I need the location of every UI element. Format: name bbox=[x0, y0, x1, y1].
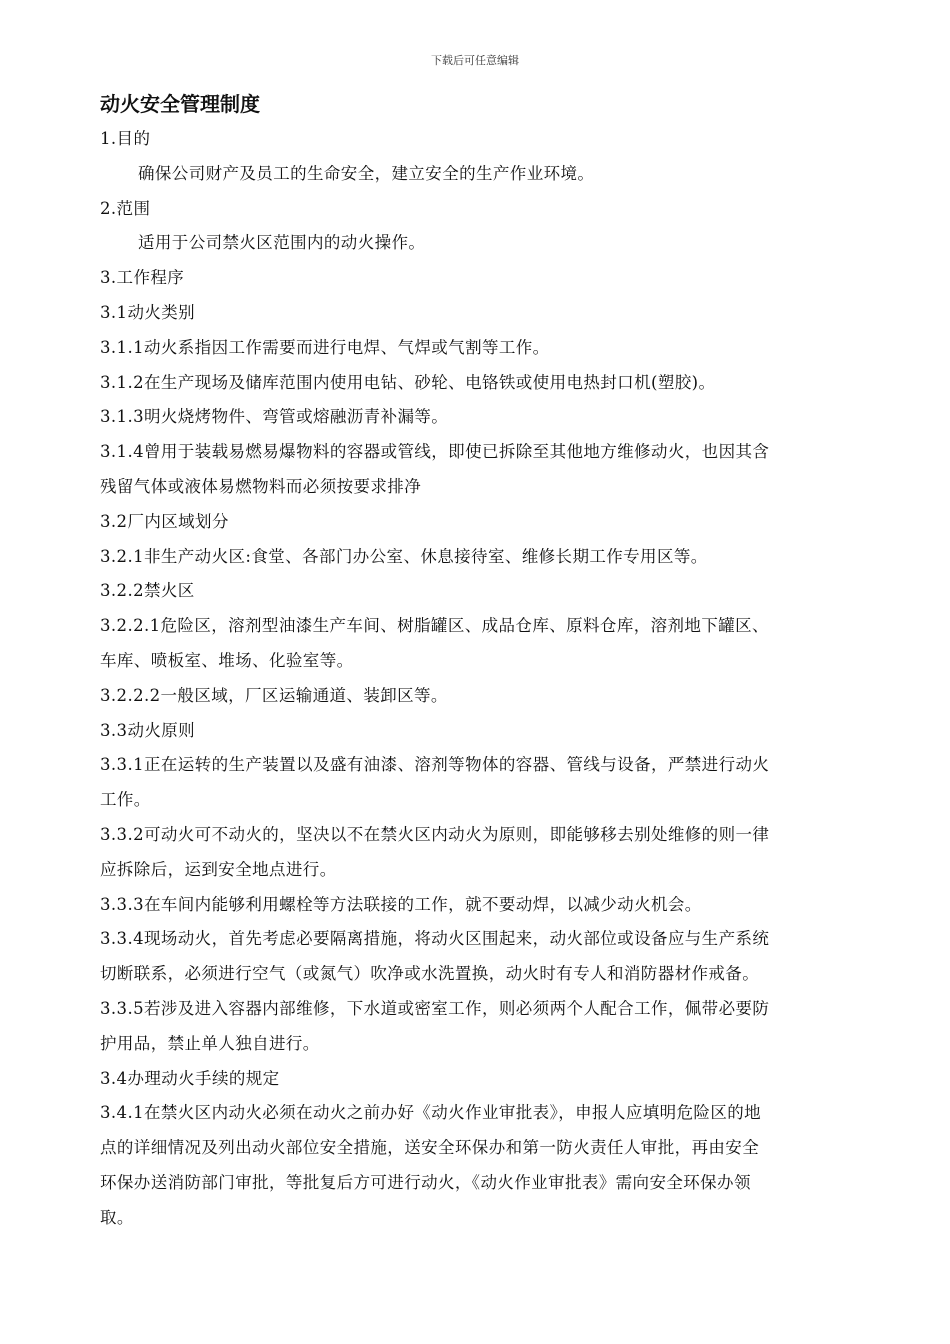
subsection-heading: 3.3动火原则 bbox=[100, 720, 196, 740]
subsection-heading: 3.2.2禁火区 bbox=[100, 581, 195, 601]
subsection-heading: 3.2厂内区域划分 bbox=[100, 511, 229, 531]
paragraph-line: 护用品，禁止单人独自进行。 bbox=[100, 1033, 320, 1053]
paragraph-line: 3.1.4曾用于装载易燃易爆物料的容器或管线，即使已拆除至其他地方维修动火，也因其含 bbox=[100, 442, 770, 462]
paragraph-line: 残留气体或液体易燃物料而必须按要求排净 bbox=[100, 476, 422, 496]
paragraph-line: 3.2.1非生产动火区:食堂、各部门办公室、休息接待室、维修长期工作专用区等。 bbox=[100, 546, 708, 566]
paragraph-line: 3.1.3明火烧烤物件、弯管或熔融沥青补漏等。 bbox=[100, 407, 449, 427]
paragraph-line: 3.2.2.1危险区，溶剂型油漆生产车间、树脂罐区、成品仓库、原料仓库，溶剂地下罐区、 bbox=[100, 616, 769, 636]
paragraph-line: 3.3.3在车间内能够利用螺栓等方法联接的工作，就不要动焊，以减少动火机会。 bbox=[100, 894, 702, 914]
section-heading: 2.范围 bbox=[100, 198, 151, 218]
paragraph-line: 环保办送消防部门审批，等批复后方可进行动火，《动火作业审批表》需向安全环保办领 bbox=[100, 1172, 751, 1192]
paragraph-line: 适用于公司禁火区范围内的动火操作。 bbox=[138, 233, 426, 253]
paragraph-line: 确保公司财产及员工的生命安全，建立安全的生产作业环境。 bbox=[138, 163, 595, 183]
paragraph-line: 车库、喷板室、堆场、化验室等。 bbox=[100, 650, 354, 670]
paragraph-line: 3.3.1正在运转的生产装置以及盛有油漆、溶剂等物体的容器、管线与设备，严禁进行动火 bbox=[100, 755, 770, 775]
section-heading: 3.工作程序 bbox=[100, 268, 185, 288]
subsection-heading: 3.4办理动火手续的规定 bbox=[100, 1068, 280, 1088]
paragraph-line: 3.3.5若涉及进入容器内部维修，下水道或密室工作，则必须两个人配合工作，佩带必要防 bbox=[100, 998, 770, 1018]
paragraph-line: 3.3.4现场动火，首先考虑必要隔离措施，将动火区围起来，动火部位或设备应与生产系统 bbox=[100, 929, 770, 949]
paragraph-line: 点的详细情况及列出动火部位安全措施，送安全环保办和第一防火责任人审批，再由安全 bbox=[100, 1138, 760, 1158]
document-body bbox=[100, 86, 862, 1236]
subsection-heading: 3.1动火类别 bbox=[100, 302, 196, 322]
page-header-note: 下载后可任意编辑 bbox=[431, 54, 519, 67]
paragraph-line: 取。 bbox=[100, 1207, 134, 1227]
paragraph-line: 3.4.1在禁火区内动火必须在动火之前办好《动火作业审批表》，申报人应填明危险区的地 bbox=[100, 1103, 762, 1123]
paragraph-line: 3.3.2可动火可不动火的，坚决以不在禁火区内动火为原则，即能够移去别处维修的则一律 bbox=[100, 824, 770, 844]
paragraph-line: 应拆除后，运到安全地点进行。 bbox=[100, 859, 337, 879]
document-title: 动火安全管理制度 bbox=[100, 92, 260, 116]
section-heading: 1.目的 bbox=[100, 129, 151, 148]
paragraph-line: 工作。 bbox=[100, 790, 151, 810]
paragraph-line: 3.2.2.2一般区域，厂区运输通道、装卸区等。 bbox=[100, 685, 448, 705]
paragraph-line: 3.1.2在生产现场及储库范围内使用电钻、砂轮、电铬铁或使用电热封口机(塑胶)。 bbox=[100, 372, 716, 392]
paragraph-line: 切断联系，必须进行空气（或氮气）吹净或水洗置换，动火时有专人和消防器材作戒备。 bbox=[100, 964, 760, 984]
paragraph-line: 3.1.1动火系指因工作需要而进行电焊、气焊或气割等工作。 bbox=[100, 337, 550, 357]
